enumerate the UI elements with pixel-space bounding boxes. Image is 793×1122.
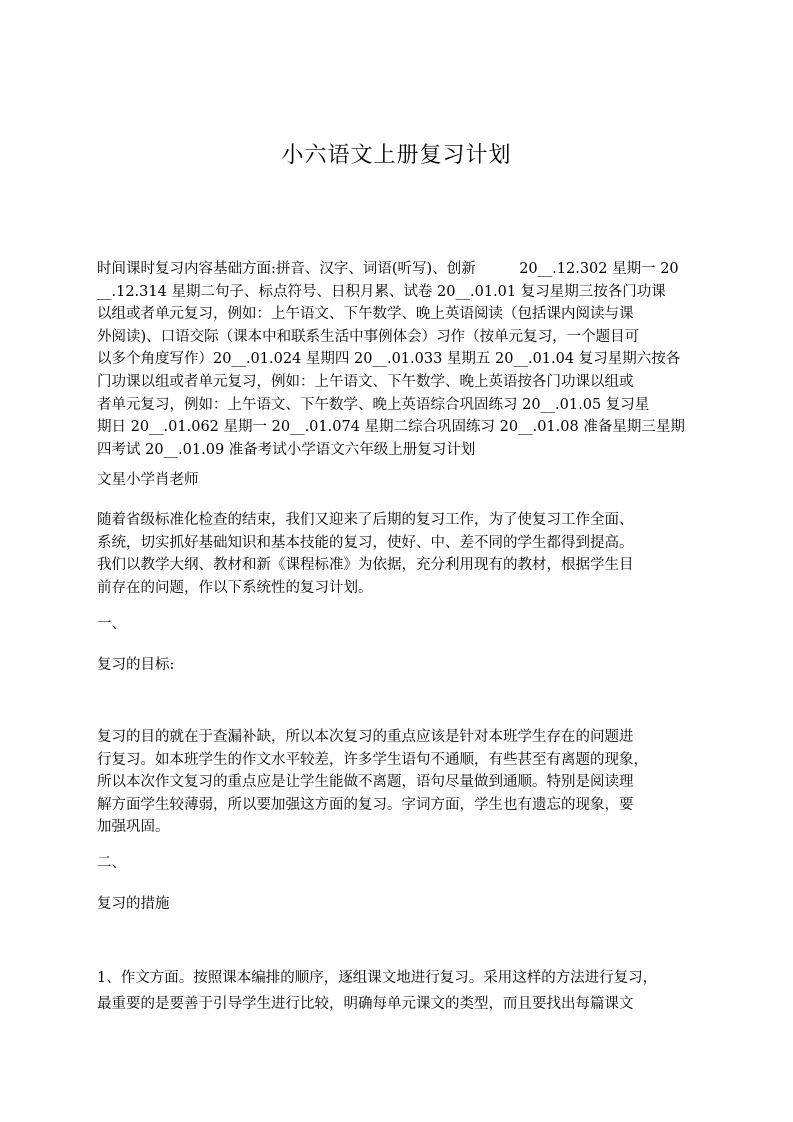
goals-paragraph: [97, 726, 697, 839]
text-line: 门功课以组或者单元复习，例如：上午语文、下午数学、晚上英语按各门功课以组或: [97, 373, 634, 390]
text-line: 我们以教学大纲、教材和新《课程标准》为依据，充分利用现有的教材，根据学生目: [97, 557, 634, 574]
intro-paragraph: [97, 509, 697, 599]
text-line: 者单元复习，例如：上午语文、下午数学、晚上英语综合巩固练习 20__.01.05 复习星: [97, 396, 650, 413]
text-line: 外阅读)、口语交际（课本中和联系生活中事例体会）习作（按单元复习，一个题目可: [97, 328, 640, 345]
text-line: 随着省级标准化检查的结束，我们又迎来了后期的复习工作，为了使复习工作全面、: [97, 512, 634, 528]
text-line: 解方面学生较薄弱，所以要加强这方面的复习。字词方面，学生也有遗忘的现象，要: [97, 796, 634, 813]
text-line: 以多个角度写作）20__.01.024 星期四 20__.01.033 星期五 20__.01.04 复习星期六按各: [97, 351, 681, 368]
text-line: 加强巩固。: [97, 819, 170, 836]
schedule-paragraph: [97, 258, 697, 461]
text-line: __.12.314 星期二句子、标点符号、日积月累、试卷 20__.01.01 复习星期三按各门功课: [97, 283, 666, 300]
text-line: 以组或者单元复习，例如：上午语文、下午数学、晚上英语阅读（包括课内阅读与课: [97, 306, 634, 323]
text-line: 前存在的问题，作以下系统性的复习计划。: [97, 579, 373, 596]
text-line: 四考试 20__.01.09 准备考试小学语文六年级上册复习计划: [97, 441, 476, 458]
measures-paragraph: [97, 965, 697, 1017]
text-line: 所以本次作文复习的重点应是让学生能做不离题，语句尽量做到通顺。特别是阅读理: [97, 774, 634, 791]
text-line: 行复习。如本班学生的作文水平较差，许多学生语句不通顺，有些甚至有离题的现象，: [97, 751, 648, 768]
section-heading-measures: 复习的措施: [97, 896, 170, 912]
section-heading-goals: 复习的目标:: [97, 657, 175, 673]
text-line: 最重要的是要善于引导学生进行比较，明确每单元课文的类型，而且要找出每篇课文: [97, 996, 634, 1012]
text-line: 系统，切实抓好基础知识和基本技能的复习，使好、中、差不同的学生都得到提高。: [97, 534, 634, 551]
document-title: 小六语文上册复习计划: [281, 143, 512, 168]
text-line: 1、作文方面。按照课本编排的顺序，逐组课文地进行复习。采用这样的方法进行复习，: [97, 970, 658, 986]
text-line: 时间课时复习内容基础方面:拼音、汉字、词语(听写)、创新 20__.12.302 星期一 20: [97, 261, 679, 277]
text-line: 复习的目的就在于查漏补缺，所以本次复习的重点应该是针对本班学生存在的问题进: [97, 729, 634, 745]
section-number-1: 一、: [97, 616, 126, 632]
text-line: 期日 20__.01.062 星期一 20__.01.074 星期二综合巩固练习 20__.01.08 准备星期三星期: [97, 419, 685, 436]
section-number-2: 二、: [97, 855, 126, 871]
author-line: 文星小学肖老师: [97, 472, 199, 488]
